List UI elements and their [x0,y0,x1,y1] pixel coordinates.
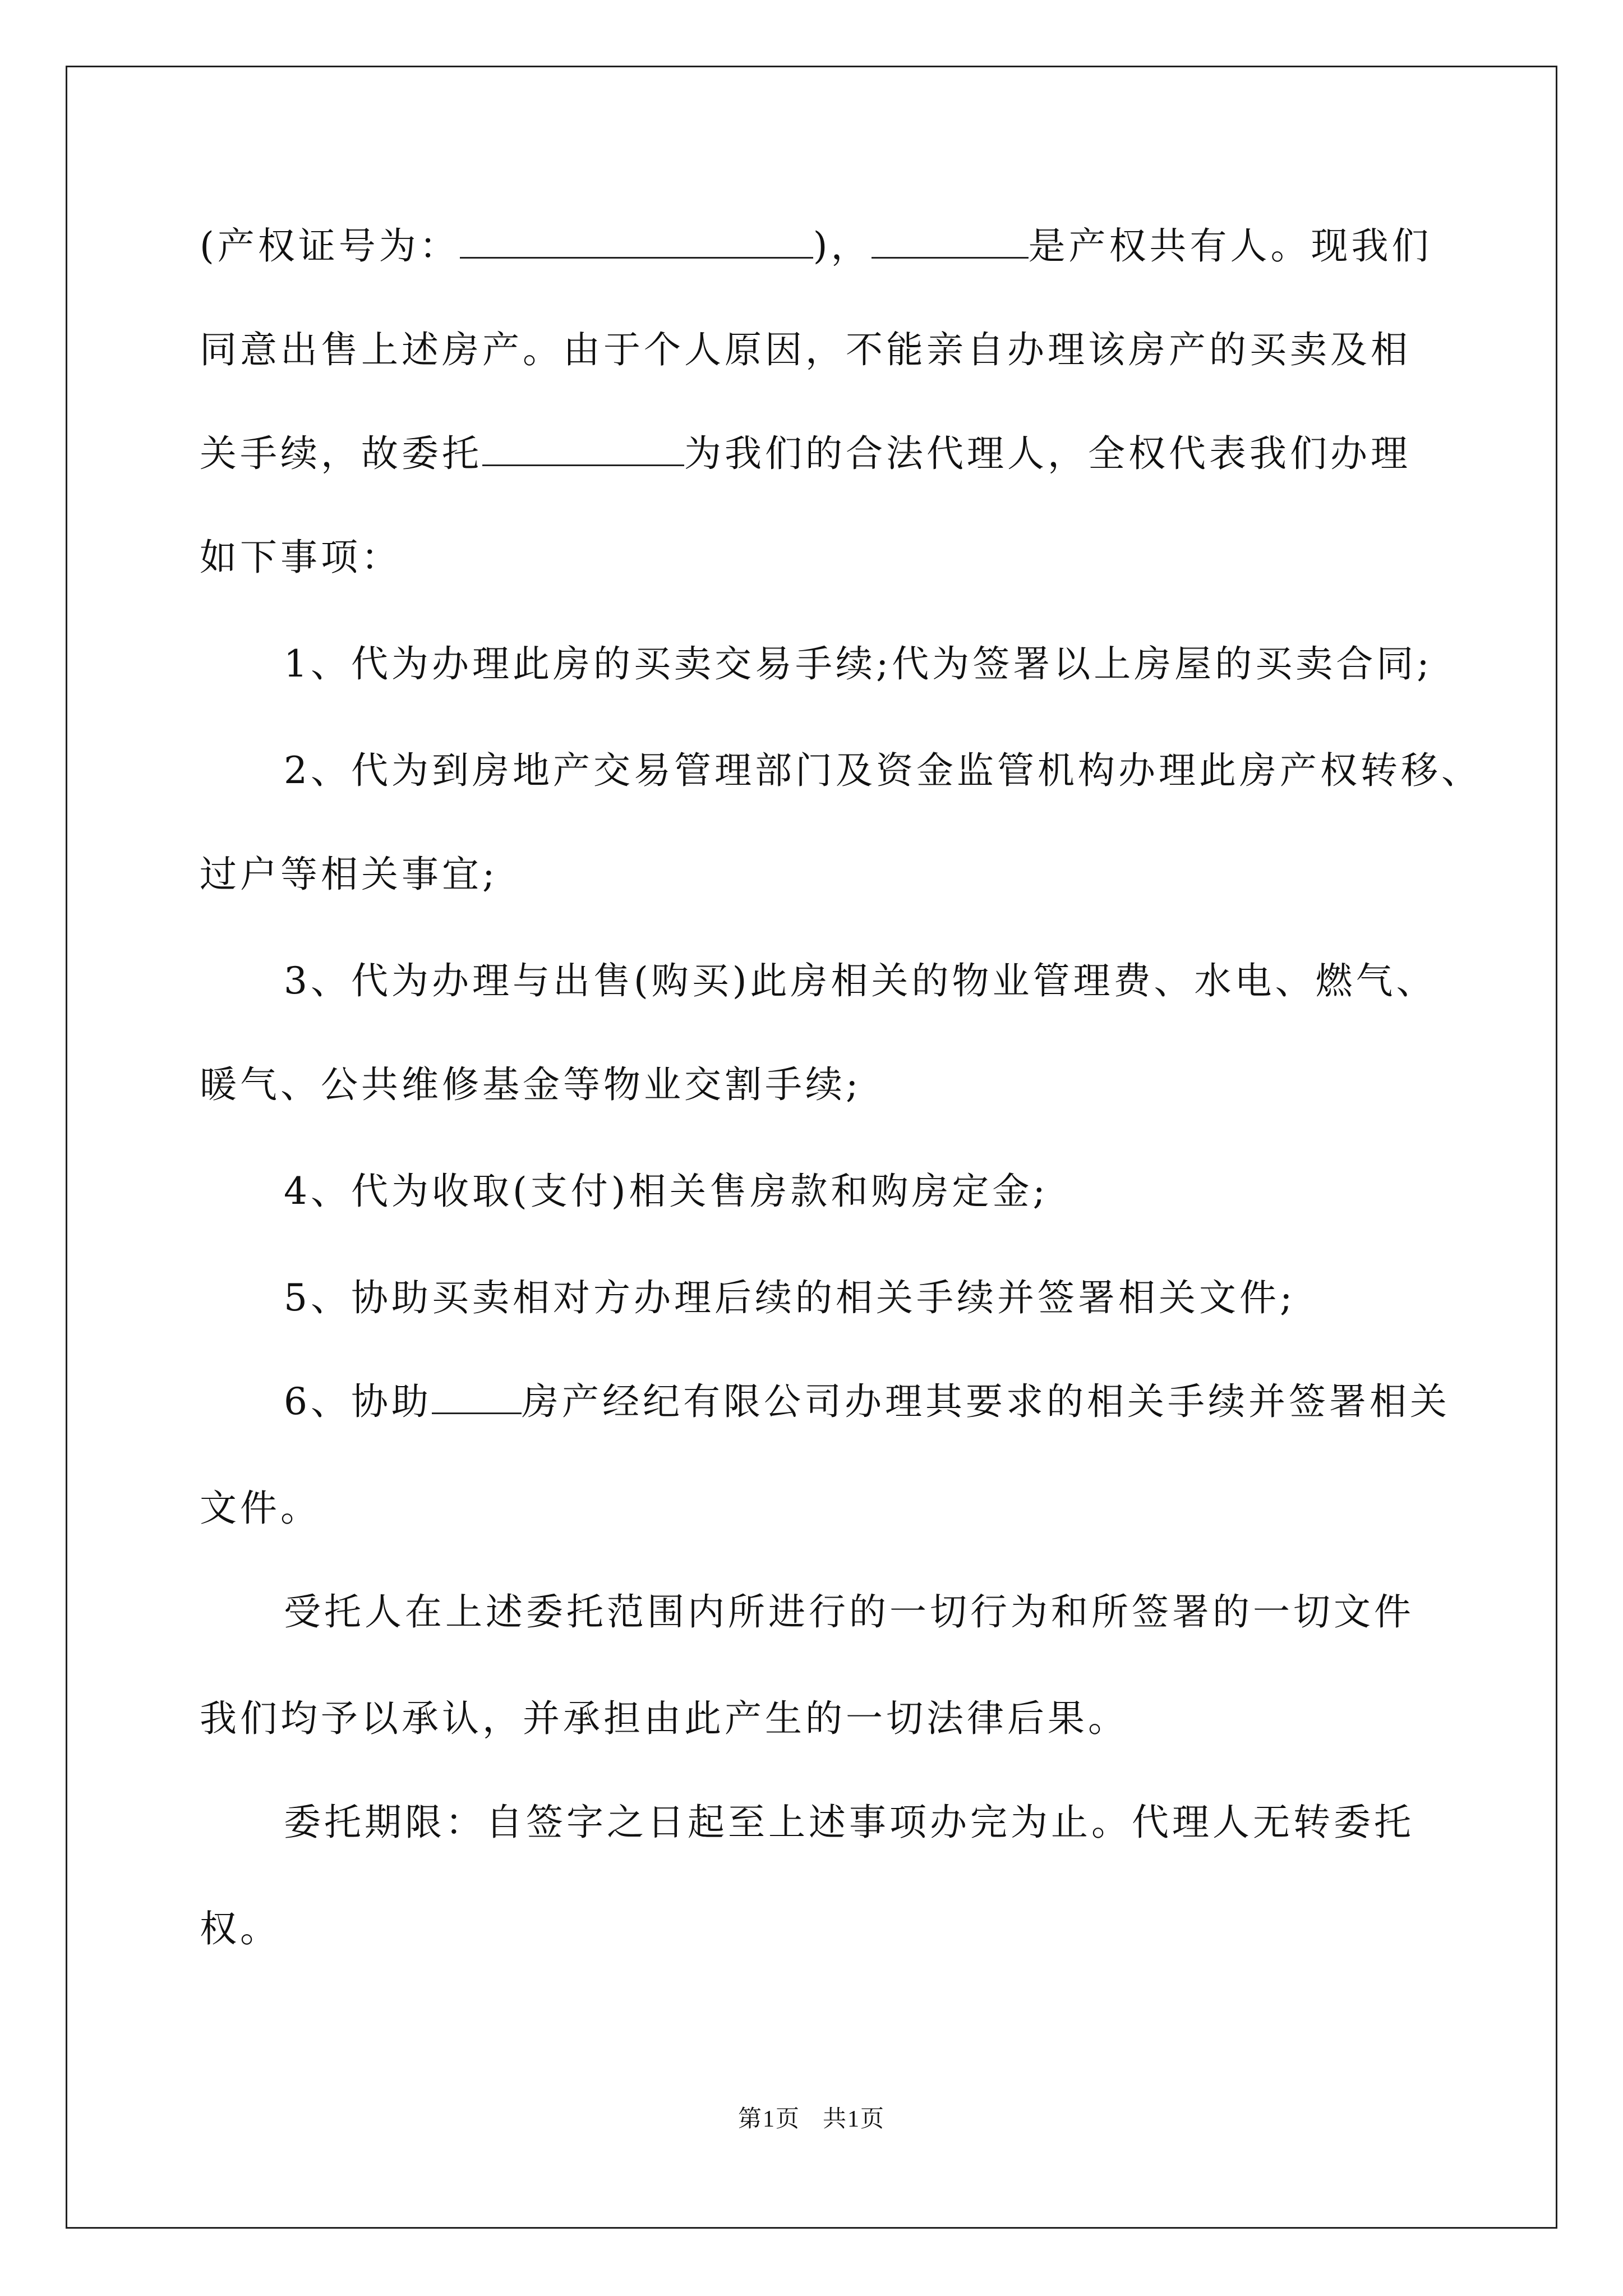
paragraph-line-4: 如下事项： [200,536,402,579]
line-3-text-a: 关手续，故委托 [200,432,482,475]
co-owner-blank [872,224,1029,259]
list-item-4: 4、代为收取(支付)相关售房款和购房定金; [284,1170,1049,1213]
list-item-5: 5、协助买卖相对方办理后续的相关手续并签署相关文件; [284,1276,1296,1319]
list-item-1: 1、代为办理此房的买卖交易手续;代为签署以上房屋的买卖合同; [284,642,1433,685]
paragraph-line-1 [200,222,1432,271]
property-cert-number-blank [460,224,813,259]
page-border [66,66,1557,2229]
list-item-3: 3、代为办理与出售(购买)此房相关的物业管理费、水电、燃气、 [284,959,1437,1002]
page-total: 共1页 [823,2106,886,2132]
paragraph-term: 委托期限：自签字之日起至上述事项办完为止。代理人无转委托 [284,1801,1414,1844]
list-item-2: 2、代为到房地产交易管理部门及资金监管机构办理此房产权转移、 [284,749,1482,792]
item-6-text-a: 6、协助 [284,1380,432,1423]
list-item-3-cont: 暖气、公共维修基金等物业交割手续; [200,1063,862,1106]
paragraph-line-3 [200,429,1411,478]
paragraph-responsibility-cont: 我们均予以承认，并承担由此产生的一切法律后果。 [200,1697,1128,1740]
item-6-text-b: 房产经纪有限公司办理其要求的相关手续并签署相关 [522,1380,1450,1423]
list-item-6 [284,1377,1450,1427]
list-item-2-cont: 过户等相关事宜; [200,853,499,896]
line-1-text-a: (产权证号为： [200,224,460,268]
list-item-6-cont: 文件。 [200,1487,321,1530]
paragraph-line-2: 同意出售上述房产。由于个人原因，不能亲自办理该房产的买卖及相 [200,328,1411,371]
line-3-text-b: 为我们的合法代理人，全权代表我们办理 [684,432,1411,475]
page-footer [0,2104,1623,2135]
page-number: 第1页 [737,2106,800,2132]
paragraph-term-cont: 权。 [200,1907,280,1950]
line-1-text-c: 是产权共有人。现我们 [1028,224,1432,268]
agent-name-blank [482,432,684,466]
agency-name-blank [432,1380,522,1414]
line-1-text-b: )， [813,224,872,268]
paragraph-responsibility: 受托人在上述委托范围内所进行的一切行为和所签署的一切文件 [284,1590,1414,1634]
